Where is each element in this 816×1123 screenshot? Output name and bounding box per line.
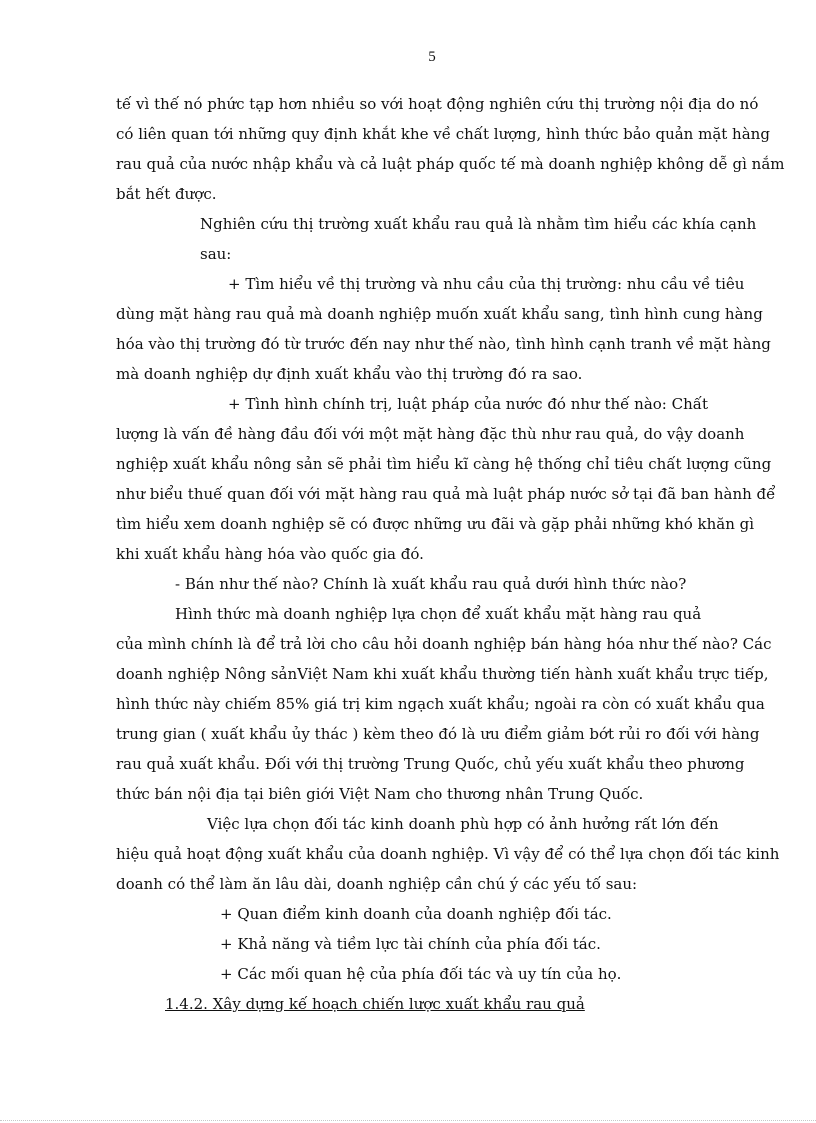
text-line: mà doanh nghiệp dự định xuất khẩu vào thị trường đó ra sao.	[116, 365, 583, 383]
list-item: + Khả năng và tiềm lực tài chính của phía đối tác.	[220, 935, 601, 953]
text-line: Việc lựa chọn đối tác kinh doanh phù hợp có ảnh hưởng rất lớn đến	[207, 815, 719, 833]
text-line: khi xuất khẩu hàng hóa vào quốc gia đó.	[116, 545, 424, 563]
text-line: + Tìm hiểu về thị trường và nhu cầu của thị trường: nhu cầu về tiêu	[228, 275, 745, 293]
text-line: rau quả xuất khẩu. Đối với thị trường Trung Quốc, chủ yếu xuất khẩu theo phương	[116, 755, 745, 773]
text-line: hình thức này chiếm 85% giá trị kim ngạch xuất khẩu; ngoài ra còn có xuất khẩu qua	[116, 695, 765, 713]
text-line: hóa vào thị trường đó từ trước đến nay như thế nào, tình hình cạnh tranh về mặt hàng	[116, 335, 771, 353]
text-line: rau quả của nước nhập khẩu và cả luật pháp quốc tế mà doanh nghiệp không dễ gì nắm	[116, 155, 785, 173]
text-line: trung gian ( xuất khẩu ủy thác ) kèm theo đó là ưu điểm giảm bớt rủi ro đối với hàng	[116, 725, 760, 743]
list-item: + Quan điểm kinh doanh của doanh nghiệp đối tác.	[220, 905, 612, 923]
page-bottom-divider	[0, 1120, 816, 1121]
text-line: tìm hiểu xem doanh nghiệp sẽ có được những ưu đãi và gặp phải những khó khăn gì	[116, 515, 755, 533]
text-line: tế vì thế nó phức tạp hơn nhiều so với hoạt động nghiên cứu thị trường nội địa do nó	[116, 95, 759, 113]
text-line: nghiệp xuất khẩu nông sản sẽ phải tìm hiểu kĩ càng hệ thống chỉ tiêu chất lượng cũng	[116, 455, 772, 473]
section-heading: 1.4.2. Xây dựng kế hoạch chiến lược xuất khẩu rau quả	[165, 995, 585, 1013]
text-line: lượng là vấn đề hàng đầu đối với một mặt hàng đặc thù như rau quả, do vậy doanh	[116, 425, 745, 443]
text-line: của mình chính là để trả lời cho câu hỏi doanh nghiệp bán hàng hóa như thế nào? Các	[116, 635, 772, 653]
text-line: + Tình hình chính trị, luật pháp của nước đó như thế nào: Chất	[228, 395, 708, 413]
text-line: dùng mặt hàng rau quả mà doanh nghiệp muốn xuất khẩu sang, tình hình cung hàng	[116, 305, 763, 323]
text-line: doanh có thể làm ăn lâu dài, doanh nghiệp cần chú ý các yếu tố sau:	[116, 875, 638, 893]
page-number: 5	[428, 49, 436, 65]
text-line: Hình thức mà doanh nghiệp lựa chọn để xuất khẩu mặt hàng rau quả	[175, 605, 702, 623]
text-line: hiệu quả hoạt động xuất khẩu của doanh nghiệp. Vì vậy để có thể lựa chọn đối tác kinh	[116, 845, 780, 863]
text-line: thức bán nội địa tại biên giới Việt Nam cho thương nhân Trung Quốc.	[116, 785, 644, 803]
text-line: doanh nghiệp Nông sảnViệt Nam khi xuất khẩu thường tiến hành xuất khẩu trực tiếp,	[116, 665, 769, 683]
text-line: bắt hết được.	[116, 185, 217, 203]
bullet-line: - Bán như thế nào? Chính là xuất khẩu rau quả dưới hình thức nào?	[175, 575, 687, 593]
text-line: Nghiên cứu thị trường xuất khẩu rau quả là nhằm tìm hiểu các khía cạnh	[200, 215, 757, 233]
text-line: có liên quan tới những quy định khắt khe về chất lượng, hình thức bảo quản mặt hàng	[116, 125, 770, 143]
list-item: + Các mối quan hệ của phía đối tác và uy tín của họ.	[220, 965, 622, 983]
text-line: sau:	[200, 245, 232, 263]
text-line: như biểu thuế quan đối với mặt hàng rau quả mà luật pháp nước sở tại đã ban hành để	[116, 485, 776, 503]
